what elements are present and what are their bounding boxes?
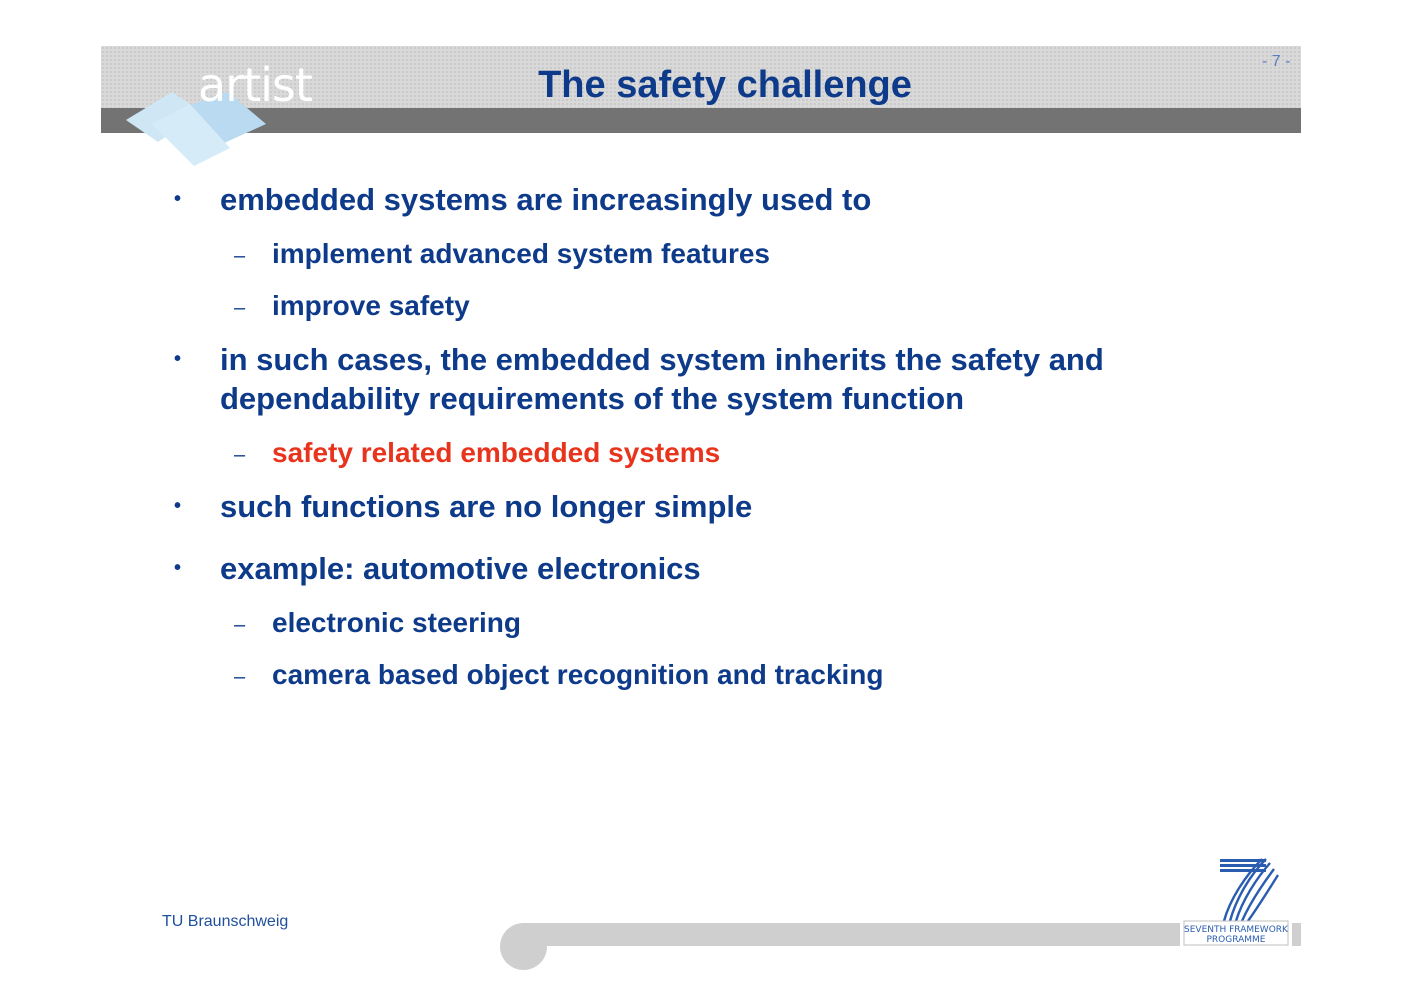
bullet-text: in such cases, the embedded system inherits the safety and dependability requirements of the system function [220,342,1104,416]
sub-bullet-text: safety related embedded systems [272,437,721,468]
bullet-dot-icon: • [174,557,182,579]
sub-bullet-item [170,657,1230,693]
sub-bullet-item-highlight [170,435,1230,471]
bullet-item [170,340,1230,418]
slide-title: The safety challenge [538,64,912,106]
dash-icon: – [234,444,246,466]
dash-icon: – [234,245,246,267]
sub-bullet-text: camera based object recognition and tracking [272,659,884,690]
bullet-text: such functions are no longer simple [220,489,753,524]
bullet-dot-icon: • [174,495,182,517]
bullet-item [170,487,1230,526]
fp7-line2: PROGRAMME [1206,935,1266,945]
page-number: - 7 - [1262,53,1291,70]
fp7-logo-icon [1180,855,1292,947]
sub-bullet-item [170,236,1230,272]
sub-bullet-item [170,605,1230,641]
fp7-line1: SEVENTH FRAMEWORK [1184,925,1288,935]
bullet-item [170,549,1230,588]
sub-bullet-text: implement advanced system features [272,238,770,269]
bullet-text: example: automotive electronics [220,551,701,586]
dash-icon: – [234,666,246,688]
sub-bullet-item [170,288,1230,324]
dash-icon: – [234,297,246,319]
artist-logo-text: artist [198,58,312,112]
bullet-text: embedded systems are increasingly used to [220,182,872,217]
bullet-dot-icon: • [174,348,182,370]
sub-bullet-text: improve safety [272,290,470,321]
bullet-item [170,180,1230,219]
slide-content [170,180,1230,709]
bullet-dot-icon: • [174,188,182,210]
footer-institution: TU Braunschweig [162,913,289,930]
sub-bullet-text: electronic steering [272,607,521,638]
dash-icon: – [234,614,246,636]
